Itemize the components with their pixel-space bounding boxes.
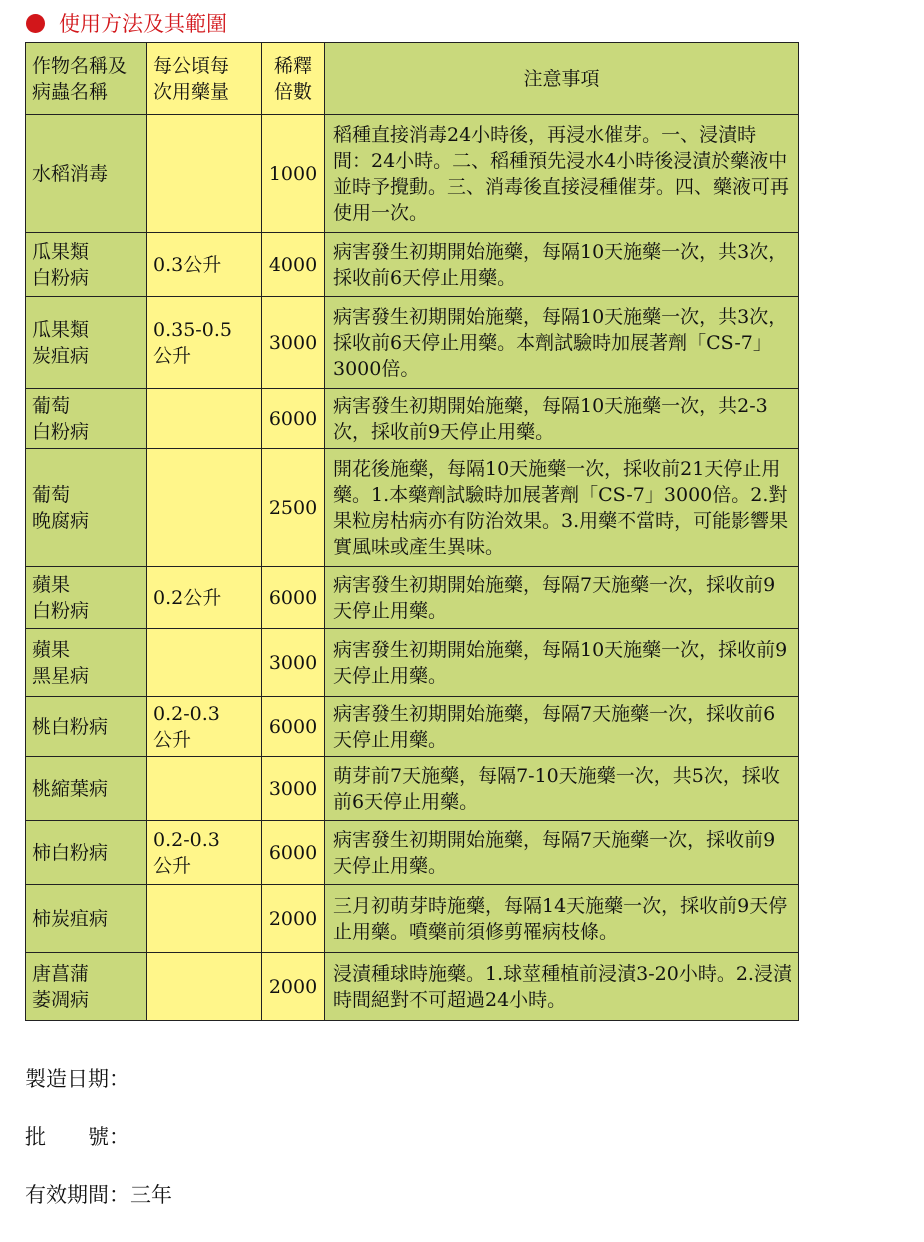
crop-cell: 桃縮葉病 — [26, 757, 147, 821]
dose-cell: 0.35-0.5 公升 — [147, 297, 262, 389]
table-row — [26, 757, 799, 821]
table-row — [26, 115, 799, 233]
dose-cell — [147, 389, 262, 449]
crop-cell: 葡萄 白粉病 — [26, 389, 147, 449]
dose-cell: 0.2-0.3 公升 — [147, 697, 262, 757]
dose-cell: 0.2-0.3 公升 — [147, 821, 262, 885]
notes-cell: 三月初萌芽時施藥，每隔14天施藥一次，採收前9天停止用藥。噴藥前須修剪罹病枝條。 — [325, 885, 799, 953]
table-row — [26, 449, 799, 567]
batch-number-label: 批 號： — [25, 1125, 130, 1149]
crop-cell: 瓜果類 炭疽病 — [26, 297, 147, 389]
section-title — [26, 8, 227, 38]
usage-table — [25, 42, 799, 1021]
table-header-row — [26, 43, 799, 115]
crop-cell: 蘋果 黑星病 — [26, 629, 147, 697]
crop-cell: 瓜果類 白粉病 — [26, 233, 147, 297]
notes-cell: 浸漬種球時施藥。1.球莖種植前浸漬3-20小時。2.浸漬時間絕對不可超過24小時。 — [325, 953, 799, 1021]
dilution-cell: 4000 — [262, 233, 325, 297]
dose-cell — [147, 885, 262, 953]
crop-cell: 唐菖蒲 萎凋病 — [26, 953, 147, 1021]
validity-period-value: 三年 — [130, 1183, 172, 1207]
dilution-cell: 2000 — [262, 885, 325, 953]
validity-period — [25, 1179, 172, 1209]
notes-cell: 病害發生初期開始施藥，每隔7天施藥一次，採收前6天停止用藥。 — [325, 697, 799, 757]
notes-cell: 病害發生初期開始施藥，每隔10天施藥一次，共3次，採收前6天停止用藥。本劑試驗時加展著劑「CS-7」3000倍。 — [325, 297, 799, 389]
manufacture-date-label: 製造日期： — [25, 1067, 130, 1091]
crop-cell: 水稻消毒 — [26, 115, 147, 233]
dilution-cell: 2000 — [262, 953, 325, 1021]
section-title-text: 使用方法及其範圍 — [59, 12, 227, 36]
table-row — [26, 885, 799, 953]
header-crop: 作物名稱及 病蟲名稱 — [26, 43, 147, 115]
dose-cell — [147, 629, 262, 697]
header-notes: 注意事項 — [325, 43, 799, 115]
crop-cell: 桃白粉病 — [26, 697, 147, 757]
table-row — [26, 629, 799, 697]
notes-cell: 病害發生初期開始施藥，每隔7天施藥一次，採收前9天停止用藥。 — [325, 821, 799, 885]
bullet-dot-icon — [26, 14, 45, 33]
table-row — [26, 389, 799, 449]
notes-cell: 病害發生初期開始施藥，每隔10天施藥一次，共3次，採收前6天停止用藥。 — [325, 233, 799, 297]
manufacture-date — [25, 1063, 130, 1093]
table-row — [26, 697, 799, 757]
notes-cell: 病害發生初期開始施藥，每隔10天施藥一次，共2-3次，採收前9天停止用藥。 — [325, 389, 799, 449]
dilution-cell: 1000 — [262, 115, 325, 233]
dilution-cell: 6000 — [262, 567, 325, 629]
dilution-cell: 6000 — [262, 389, 325, 449]
dilution-cell: 6000 — [262, 821, 325, 885]
crop-cell: 葡萄 晚腐病 — [26, 449, 147, 567]
dose-cell: 0.3公升 — [147, 233, 262, 297]
crop-cell: 蘋果 白粉病 — [26, 567, 147, 629]
table-row — [26, 821, 799, 885]
batch-number — [25, 1121, 130, 1151]
notes-cell: 萌芽前7天施藥，每隔7-10天施藥一次，共5次，採收前6天停止用藥。 — [325, 757, 799, 821]
crop-cell: 柿白粉病 — [26, 821, 147, 885]
dose-cell — [147, 757, 262, 821]
dose-cell: 0.2公升 — [147, 567, 262, 629]
table-body — [26, 115, 799, 1021]
dose-cell — [147, 449, 262, 567]
table-row — [26, 233, 799, 297]
validity-period-label: 有效期間： — [25, 1183, 130, 1207]
table-row — [26, 953, 799, 1021]
table-row — [26, 297, 799, 389]
dilution-cell: 3000 — [262, 297, 325, 389]
dilution-cell: 3000 — [262, 629, 325, 697]
dose-cell — [147, 115, 262, 233]
header-dilution: 稀釋 倍數 — [262, 43, 325, 115]
notes-cell: 病害發生初期開始施藥，每隔10天施藥一次，採收前9天停止用藥。 — [325, 629, 799, 697]
dilution-cell: 6000 — [262, 697, 325, 757]
notes-cell: 開花後施藥，每隔10天施藥一次，採收前21天停止用藥。1.本藥劑試驗時加展著劑「CS-7」3000倍。2.對果粒房枯病亦有防治效果。3.用藥不當時，可能影響果實風味或產生異味。 — [325, 449, 799, 567]
crop-cell: 柿炭疽病 — [26, 885, 147, 953]
table-row — [26, 567, 799, 629]
dilution-cell: 2500 — [262, 449, 325, 567]
notes-cell: 稻種直接消毒24小時後，再浸水催芽。一、浸漬時間：24小時。二、稻種預先浸水4小時後浸漬於藥液中並時予攪動。三、消毒後直接浸種催芽。四、藥液可再使用一次。 — [325, 115, 799, 233]
dose-cell — [147, 953, 262, 1021]
header-dose: 每公頃每 次用藥量 — [147, 43, 262, 115]
dilution-cell: 3000 — [262, 757, 325, 821]
notes-cell: 病害發生初期開始施藥，每隔7天施藥一次，採收前9天停止用藥。 — [325, 567, 799, 629]
